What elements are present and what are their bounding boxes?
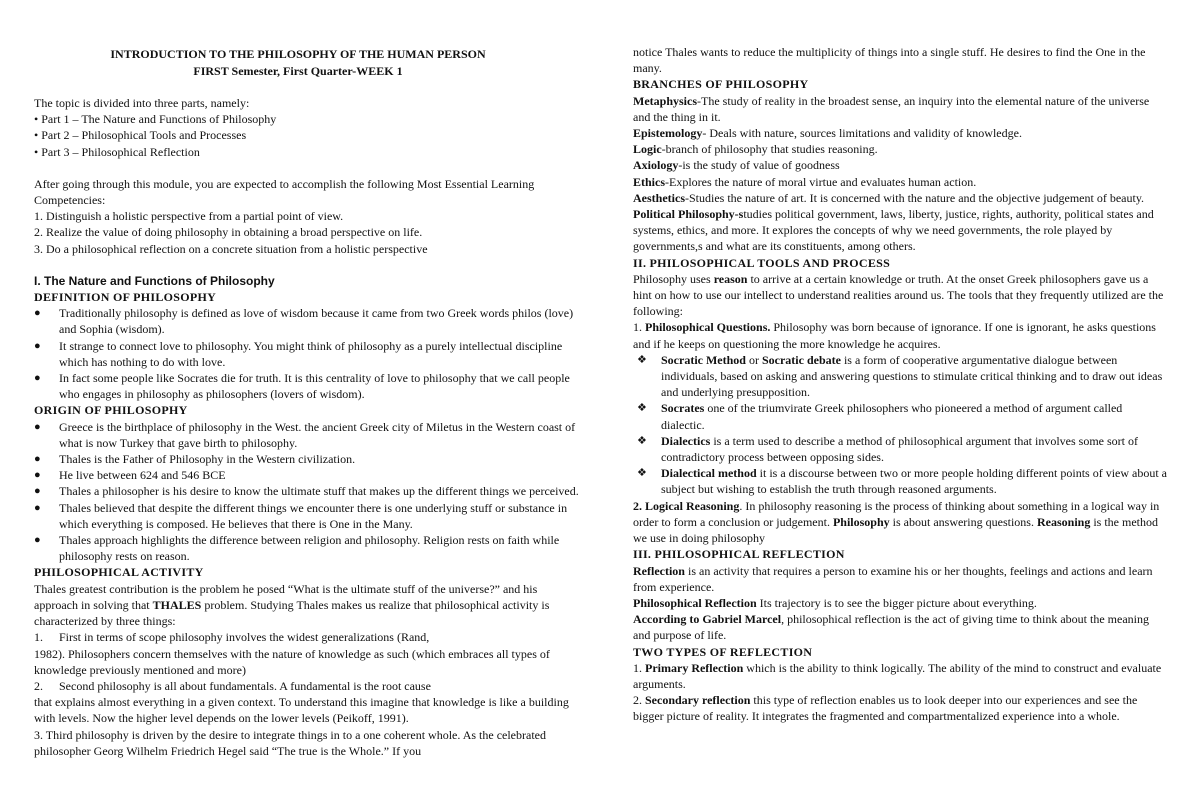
document-title <box>34 46 582 79</box>
list-item: ● Traditionally philosophy is defined as love of wisdom because it came from two Greek words philos (love) and Sophia (wisdom). <box>34 305 582 337</box>
activity-item-2-first: 2. Second philosophy is all about fundamentals. A fundamental is the root cause <box>34 678 431 693</box>
list-item: ❖ Socrates one of the triumvirate Greek philosophers who pioneered a method of argument called dialectic. <box>633 400 1167 432</box>
primary-reflection: 1. Primary Reflection which is the ability to think logically. The ability of the mind to construct and evaluate arguments. <box>633 660 1162 691</box>
continuation-paragraph: notice Thales wants to reduce the multiplicity of things into a single stuff. He desires to find the One in the many. <box>633 45 1146 76</box>
list-item: ● In fact some people like Socrates die for truth. It is this centrality of love to philosophy that we call people who engages in philosophy as philosophers (lovers of wisdom). <box>34 370 582 402</box>
definition-heading: DEFINITION OF PHILOSOPHY <box>34 290 217 305</box>
list-item: ● Greece is the birthplace of philosophy in the West. the ancient Greek city of Miletus in the Western coast of what is now Turkey that gave birth to philosophy. <box>34 419 582 451</box>
origin-heading: ORIGIN OF PHILOSOPHY <box>34 403 188 418</box>
list-item: ❖ Dialectical method it is a discourse between two or more people holding different points of view about a subject but wishing to establish the truth through reasoned arguments. <box>633 465 1167 497</box>
marcel-quote: According to Gabriel Marcel, philosophical reflection is the act of giving time to think about the meaning and purpose of life. <box>633 612 1149 643</box>
section-2-title: II. PHILOSOPHICAL TOOLS AND PROCESS <box>633 255 891 270</box>
two-types-heading: TWO TYPES OF REFLECTION <box>633 644 813 659</box>
definition-list <box>34 305 582 402</box>
section-3-title: III. PHILOSOPHICAL REFLECTION <box>633 547 845 562</box>
branch-item: Axiology-is the study of value of goodness <box>633 158 840 173</box>
right-column <box>633 44 1167 725</box>
list-item: ● Thales believed that despite the different things we encounter there is one underlying stuff or substance in which everything is composed. He believes that there is One in the Many. <box>34 500 582 532</box>
activity-paragraph: Thales greatest contribution is the problem he posed “What is the ultimate stuff of the universe?” and his approach in solving that THALES problem. Studying Thales makes us realize that philosophical activity is characterized by three things: <box>34 581 550 629</box>
origin-list <box>34 419 582 565</box>
activity-heading: PHILOSOPHICAL ACTIVITY <box>34 565 204 580</box>
branch-item: Aesthetics-Studies the nature of art. It is concerned with the nature and the objective judgement of beauty. <box>633 190 1145 205</box>
title-line-2: FIRST Semester, First Quarter-WEEK 1 <box>193 63 403 78</box>
list-item: ❖ Socratic Method or Socratic debate is a form of cooperative argumentative dialogue between individuals, based on asking and answering questions to stimulate critical thinking and to draw out ideas and underlying presupposition. <box>633 352 1167 401</box>
left-column <box>34 0 582 759</box>
list-item: ● Thales approach highlights the difference between religion and philosophy. Religion rests on faith while philosophy rests on reason. <box>34 532 582 564</box>
part-item: • Part 3 – Philosophical Reflection <box>34 144 200 159</box>
tools-intro: Philosophy uses reason to arrive at a certain knowledge or truth. At the onset Greek philosophers gave us a hint on how to use our intellect to understand realities around us. The tools that they frequently utilized are the following: <box>633 271 1164 319</box>
part-item: • Part 1 – The Nature and Functions of Philosophy <box>34 112 277 127</box>
philosophical-reflection: Philosophical Reflection Its trajectory is to see the bigger picture about everything. <box>633 595 1037 610</box>
question-methods-list <box>633 352 1167 498</box>
branch-item: Ethics-Explores the nature of moral virtue and evaluates human action. <box>633 174 977 189</box>
branch-item: Logic-branch of philosophy that studies reasoning. <box>633 142 878 157</box>
competency-item: 3. Do a philosophical reflection on a concrete situation from a holistic perspective <box>34 241 428 256</box>
activity-item-3: 3. Third philosophy is driven by the desire to integrate things in to a one coherent whole. As the celebrated philosopher Georg Wilhelm Friedrich Hegel said “The true is the Whole.” If you <box>34 727 546 758</box>
branches-heading: BRANCHES OF PHILOSOPHY <box>633 77 809 92</box>
section-1-title: I. The Nature and Functions of Philosophy <box>34 273 275 288</box>
list-item: ● Thales a philosopher is his desire to know the ultimate stuff that makes up the different things we perceived. <box>34 483 582 499</box>
branch-item: Metaphysics-The study of reality in the broadest sense, an inquiry into the elemental nature of the universe and the thing in it. <box>633 93 1150 124</box>
competency-item: 1. Distinguish a holistic perspective from a partial point of view. <box>34 209 344 224</box>
list-item: ● He live between 624 and 546 BCE <box>34 467 582 483</box>
topic-intro: The topic is divided into three parts, namely: <box>34 96 250 110</box>
philosophical-questions: 1. Philosophical Questions. Philosophy was born because of ignorance. If one is ignorant, he asks questions and if he keeps on questioning the more knowledge he acquires. <box>633 320 1156 351</box>
list-item: ❖ Dialectics is a term used to describe a method of philosophical argument that involves some sort of contradictory process between opposing sides. <box>633 433 1167 465</box>
secondary-reflection: 2. Secondary reflection this type of reflection enables us to look deeper into our experiences and see the bigger picture of reality. It integrates the fragmented and compartmentalized experience into a whole. <box>633 693 1138 724</box>
title-line-1: INTRODUCTION TO THE PHILOSOPHY OF THE HUMAN PERSON <box>110 47 486 61</box>
competency-item: 2. Realize the value of doing philosophy in obtaining a broad perspective on life. <box>34 225 423 240</box>
competencies-intro: After going through this module, you are expected to accomplish the following Most Essential Learning Competencies: <box>34 176 535 208</box>
activity-item-1-rest: 1982). Philosophers concern themselves with the nature of knowledge as such (which embraces all types of knowledge previously mentioned and more) <box>34 646 550 677</box>
branch-item: Epistemology- Deals with nature, sources limitations and validity of knowledge. <box>633 126 1022 141</box>
activity-item-1-first: 1. First in terms of scope philosophy involves the widest generalizations (Rand, <box>34 630 430 645</box>
list-item: ● It strange to connect love to philosophy. You might think of philosophy as a purely intellectual discipline which has nothing to do with love. <box>34 338 582 370</box>
list-item: ● Thales is the Father of Philosophy in the Western civilization. <box>34 451 582 467</box>
logical-reasoning: 2. Logical Reasoning. In philosophy reasoning is the process of thinking about something in a logical way in order to form a conclusion or judgement. Philosophy is about answering questions. Reasoning is the method we use in doing philosophy <box>633 498 1160 546</box>
reflection-definition: Reflection is an activity that requires a person to examine his or her thoughts, feelings and actions and learn from experience. <box>633 563 1153 594</box>
part-item: • Part 2 – Philosophical Tools and Processes <box>34 128 247 143</box>
branch-item: Political Philosophy-studies political government, laws, liberty, justice, rights, authority, political states and systems, ethics, and more. It explores the concepts of why we need governments, the role played by governments,s and what are its constituents, among others. <box>633 207 1154 254</box>
activity-item-2-rest: that explains almost everything in a given context. To understand this imagine that knowledge is like a building with levels. Now the higher level depends on the lower levels (Peikoff, 1991). <box>34 695 569 726</box>
